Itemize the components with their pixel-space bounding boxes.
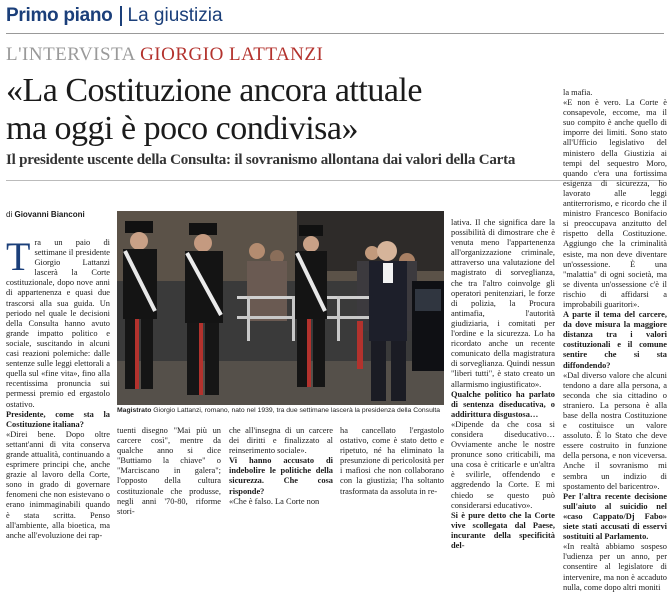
article-column-1 xyxy=(6,234,110,540)
photo-illustration xyxy=(117,211,444,405)
answer: «Che è falso. La Corte non xyxy=(229,496,320,506)
headline-line-1: «La Costituzione ancora attuale xyxy=(6,72,422,109)
paragraph: lativa. Il che significa dare la possibilità di dimostrare che è venuta meno l'appartenenza all'organizzazione criminale, attraverso una valutazione del magistrato di sorveglianza, che tra l'altro coinvolge gli operatori penitenziari, le forze di polizia, la Procura antimafia, l'autorità giudiziaria, i comitati per l'ordine e la sicurezza. Lo ha ricordato anche un recente comunicato della magistratura di sorveglianza. Quindi nessun "liberi tutti", è stato creato un allarmismo ingiustificato». xyxy=(451,218,555,389)
section-subtitle: La giustizia xyxy=(127,5,223,26)
question: A parte il tema del carcere, da dove misura la maggiore distanza tra i valori costituzionali e il comune sentire che si sta diffondendo? xyxy=(563,310,667,370)
question: Qualche politico ha parlato di sentenza diseducativa, o addirittura disgustosa… xyxy=(451,389,555,419)
answer: «In realtà abbiamo sospeso l'udienza per un anno, per consentire al legislatore di intervenire, ma non è accaduto nulla, come dopo altri moniti xyxy=(563,542,667,592)
article-column-4 xyxy=(340,426,444,496)
paragraph: tuenti disegno "Mai più un carcere così", mentre da qualche anno si dice "Buttiamo la chiave" o "Marciscano in galera"; l'opposto della cultura costituzionale che produsse, negli anni '70-80, riforme stori- xyxy=(117,426,221,516)
answer: «Dipende da che cosa si considera diseducativo… Ovviamente anche le nostre pronunce sono criticabili, ma una cosa è criticarle e un'altra è svilirle, offendendo e aggredendo la Corte. E mi chiedo se questo può considerarsi educativo». xyxy=(451,419,555,510)
byline-prefix: di xyxy=(6,210,13,219)
question: Si è pure detto che la Corte vive scollegata dal Paese, incurante della specificità del- xyxy=(451,510,555,550)
section-title: Primo piano xyxy=(6,5,113,26)
photo-caption xyxy=(117,407,444,414)
answer: «Direi bene. Dopo oltre settant'anni di vita conserva grande attualità, continuando a esprimere principi che, anche grazie al lavoro della Corte, sono in grado di governare fenomeni che non esistevano o erano inimmaginabili quando è stata scritta. Penso all'ambiente, alla bioetica, ma anche all'evoluzione dei rap- xyxy=(6,429,110,540)
article-photo xyxy=(117,211,444,405)
kicker xyxy=(6,44,323,66)
question: Vi hanno accusato di indebolire le politiche della sicurezza. Che cosa risponde? xyxy=(229,456,333,496)
kicker-name: GIORGIO LATTANZI xyxy=(140,44,324,65)
section-divider xyxy=(120,6,122,26)
question: Presidente, come sta la Costituzione italiana? xyxy=(6,409,110,429)
kicker-label: L'INTERVISTA xyxy=(6,44,135,65)
byline-author: Giovanni Bianconi xyxy=(14,210,85,219)
paragraph: che all'insegna di un carcere dei diritti e finalizzato al reinserimento sociale». xyxy=(229,426,333,456)
article-column-2 xyxy=(117,426,221,516)
caption-text: Giorgio Lattanzi, romano, nato nel 1939, tra due settimane lascerà la presidenza della Consulta xyxy=(153,407,441,414)
drop-cap: T xyxy=(6,234,31,279)
article-column-3 xyxy=(229,426,333,506)
intro-paragraph: ra un paio di settimane il presidente Giorgio Lattanzi lascerà la Corte costituzionale, dopo nove anni di appartenenza e quasi due trascorsi alla sua guida. Un periodo nel quale le decisioni della Consulta hanno avuto grande impatto politico e sociale, suscitando in alcuni casi reazioni polemiche: dalle sentenze sulle leggi elettorali a quella sul «fine vita», fino alla recentissima pronuncia sui permessi premio ed ergastolo ostativo. xyxy=(6,238,110,409)
headline-line-2: ma oggi è poco condivisa» xyxy=(6,110,358,147)
article-column-5 xyxy=(451,218,555,550)
byline xyxy=(6,210,85,219)
paragraph: ha cancellato l'ergastolo ostativo, come è stato detto e ripetuto, né ha eliminato la presunzione di pericolosità per i mafiosi che non collaborano con la giustizia; l'ha soltanto trasformata da assoluta in re- xyxy=(340,426,444,496)
caption-label: Magistrato xyxy=(117,407,152,414)
article-column-6 xyxy=(563,88,667,592)
subheadline: Il presidente uscente della Consulta: il sovranismo allontana dai valori della Carta xyxy=(6,152,516,168)
answer: «E non è vero. La Corte è consapevole, eccome, ma il suo compito è anche quello di imporre dei limiti. Sono stato all'Ufficio legislativo del ministero della Giustizia ai tempi del sequestro Moro, quando c'era una fortissima esigenza di sicurezza, ho lavorato alle leggi antiterrorismo, e ricordo che il ministro Francesco Bonifacio si preoccupava anzitutto del rispetto della Costituzione. Aggiungo che la criminalità esiste, ma non deve diventare un'ossessione. È una "malattia" di ogni società, ma se diventa un'ossessione c'è il rischio di affidarsi a improbabili guaritori». xyxy=(563,98,667,309)
top-rule xyxy=(6,33,664,34)
section-header xyxy=(6,4,223,28)
paragraph: la mafia. xyxy=(563,88,593,97)
answer: «Dal diverso valore che alcuni tendono a dare alla persona, a seconda che sia cittadino o straniero. La persona è alla base della nostra Costituzione e costituisce un valore assoluto. È lo Stato che deve essere costruito in funzione della persona, e non viceversa. Anche il sovranismo mi sembra un indizio di spostamento del baricentro». xyxy=(563,370,667,491)
question: Per l'altra recente decisione sull'aiuto al suicidio nel «caso Cappato/Dj Fabo» siete stati accusati di esservi sostituiti al Parlamento. xyxy=(563,491,667,542)
